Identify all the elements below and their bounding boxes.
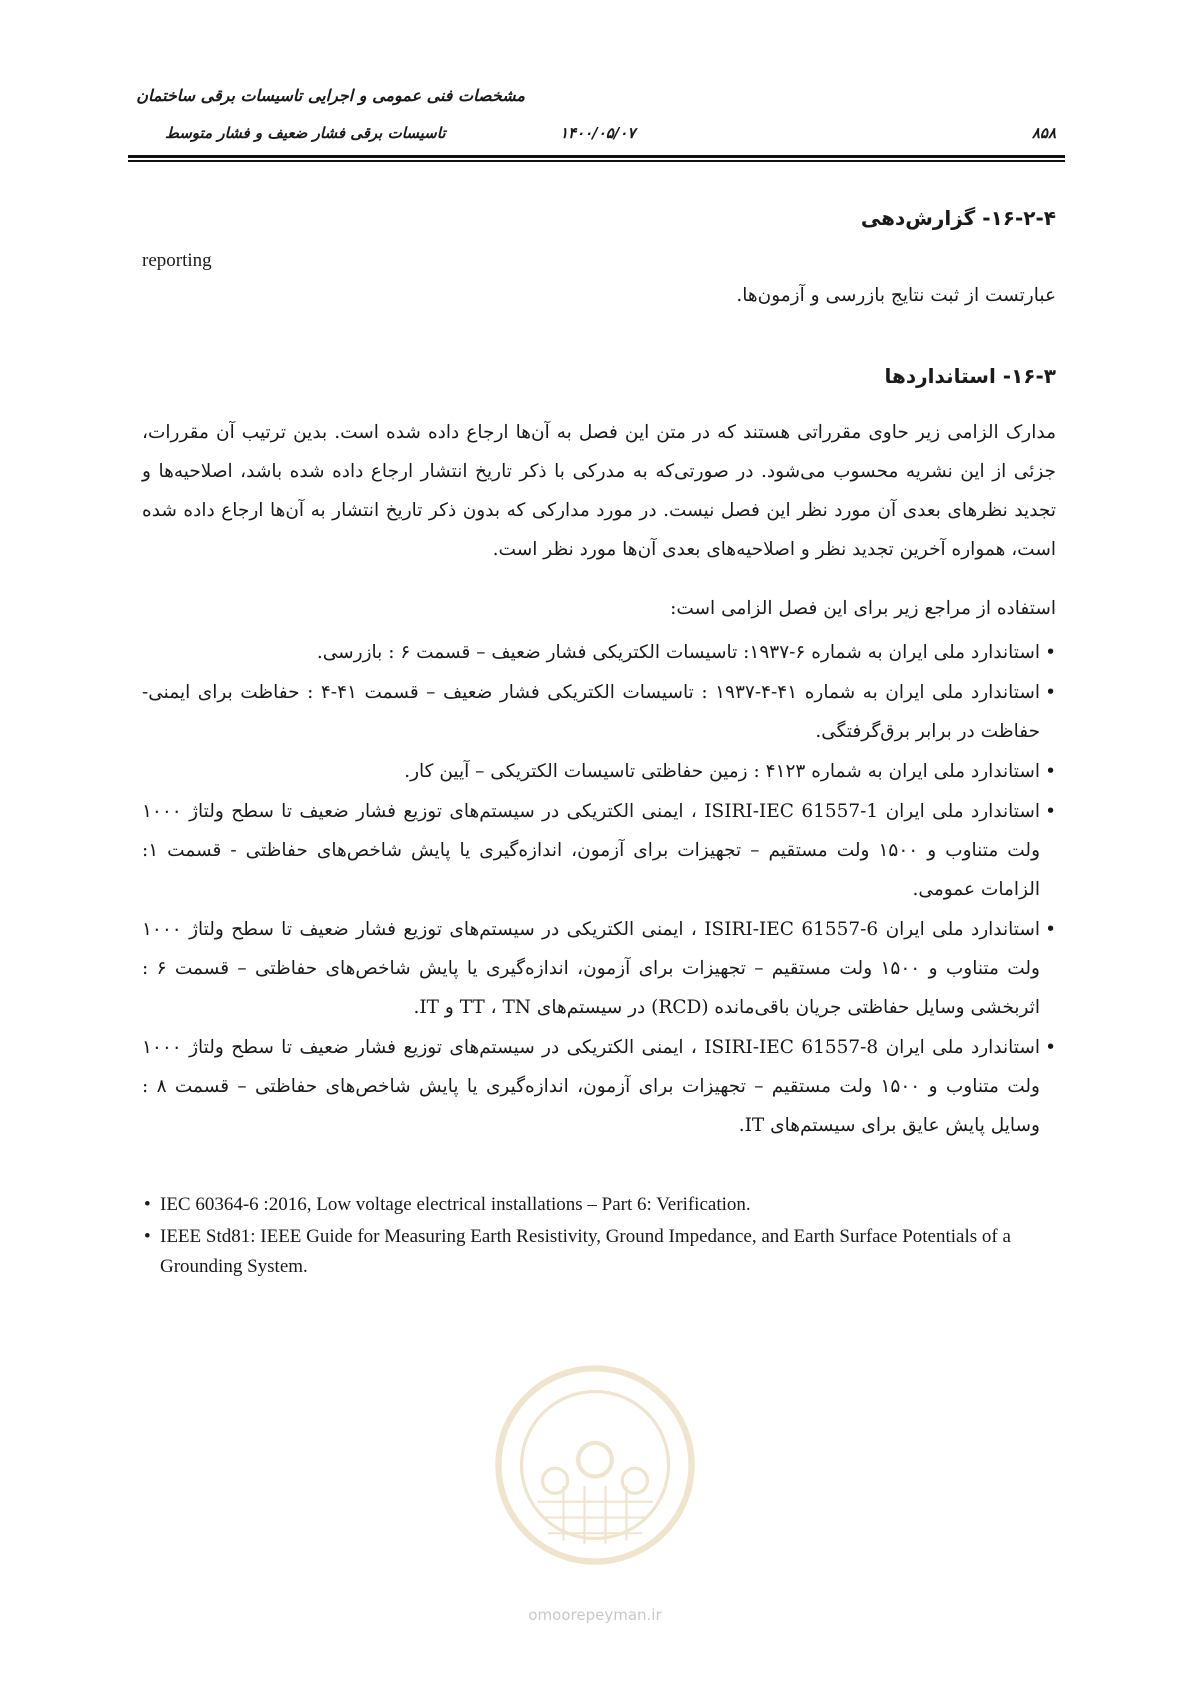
book-title: مشخصات فنی عمومی و اجرایی تاسیسات برقی ساختمان (136, 86, 525, 105)
heading-reporting: ۱۶-۲-۴- گزارش‌دهی (860, 206, 1056, 230)
reporting-definition: عبارتست از ثبت نتایج بازرسی و آزمون‌ها. (736, 285, 1056, 306)
reference-item: • استاندارد ملی ایران ISIRI-IEC 61557-6 ، ایمنی الکتریکی در سیستم‌های توزیع فشار ضعیف تا سطح ولتاژ ۱۰۰۰ ولت متناوب و ۱۵۰۰ ولت مستقیم – تجهیزات برای آزمون، اندازه‌گیری یا پایش شاخص‌های حفاظتی – قسمت ۶ : اثربخشی وسایل حفاظتی جریان باقی‌مانده (RCD) در سیستم‌های TT ، TN و IT. (142, 910, 1056, 1027)
reference-item: • استاندارد ملی ایران به شماره ۴۱-۴-۱۹۳۷ : تاسیسات الکتریکی فشار ضعیف – قسمت ۴۱-۴ : حفاظت برای ایمنی- حفاظت در برابر برق‌گرفتگی. (142, 673, 1056, 751)
reference-item: • استاندارد ملی ایران ISIRI-IEC 61557-8 ، ایمنی الکتریکی در سیستم‌های توزیع فشار ضعیف تا سطح ولتاژ ۱۰۰۰ ولت متناوب و ۱۵۰۰ ولت مستقیم – تجهیزات برای آزمون، اندازه‌گیری یا پایش شاخص‌های حفاظتی – قسمت ۸ : وسایل پایش عایق برای سیستم‌های IT. (142, 1028, 1056, 1145)
reference-item: • استاندارد ملی ایران به شماره ۴۱۲۳ : زمین حفاظتی تاسیسات الکتریکی – آیین کار. (142, 752, 1056, 791)
english-term: reporting (142, 250, 212, 271)
reference-item-en: • IEEE Std81: IEEE Guide for Measuring Earth Resistivity, Ground Impedance, and Earth Surface Potentials of a Grounding System. (142, 1222, 1042, 1282)
header-rule-thick (128, 155, 1065, 158)
watermark-site: omoorepeyman.ir (528, 1606, 662, 1624)
references-en (142, 1190, 1042, 1284)
reference-item: • استاندارد ملی ایران ISIRI-IEC 61557-1 ، ایمنی الکتریکی در سیستم‌های توزیع فشار ضعیف تا سطح ولتاژ ۱۰۰۰ ولت متناوب و ۱۵۰۰ ولت مستقیم – تجهیزات برای آزمون، اندازه‌گیری یا پایش شاخص‌های حفاظتی - قسمت ۱: الزامات عمومی. (142, 792, 1056, 909)
header-date: ۱۴۰۰/۰۵/۰۷ (560, 124, 636, 142)
references-fa (142, 633, 1056, 1146)
page-number: ۸۵۸ (1031, 124, 1056, 142)
watermark-logo (490, 1360, 700, 1570)
section-title: تاسیسات برقی فشار ضعیف و فشار متوسط (165, 124, 446, 142)
header-rule-thin (128, 160, 1065, 162)
reference-item: • استاندارد ملی ایران به شماره ۶-۱۹۳۷: تاسیسات الکتریکی فشار ضعیف – قسمت ۶ : بازرسی. (142, 633, 1056, 672)
standards-lead: استفاده از مراجع زیر برای این فصل الزامی است: (670, 598, 1056, 619)
standards-intro: مدارک الزامی زیر حاوی مقرراتی هستند که در متن این فصل به آن‌ها ارجاع داده شده است. بدین ترتیب آن مقررات، جزئی از این نشریه محسوب می‌شود. در صورتی‌که به مدرکی با ذکر تاریخ انتشار ارجاع داده شده باشد، اصلاحیه‌ها و تجدید نظرهای بعدی آن مورد نظر این فصل نیست. در مورد مدارکی که بدون ذکر تاریخ انتشار به آن‌ها ارجاع داده شده است، همواره آخرین تجدید نظر و اصلاحیه‌های بعدی آن‌ها مورد نظر است. (142, 422, 1056, 560)
running-header (165, 124, 1056, 148)
heading-standards: ۱۶-۳- استانداردها (884, 364, 1056, 388)
reference-item-en: • IEC 60364-6 :2016, Low voltage electrical installations – Part 6: Verification. (142, 1190, 1042, 1220)
